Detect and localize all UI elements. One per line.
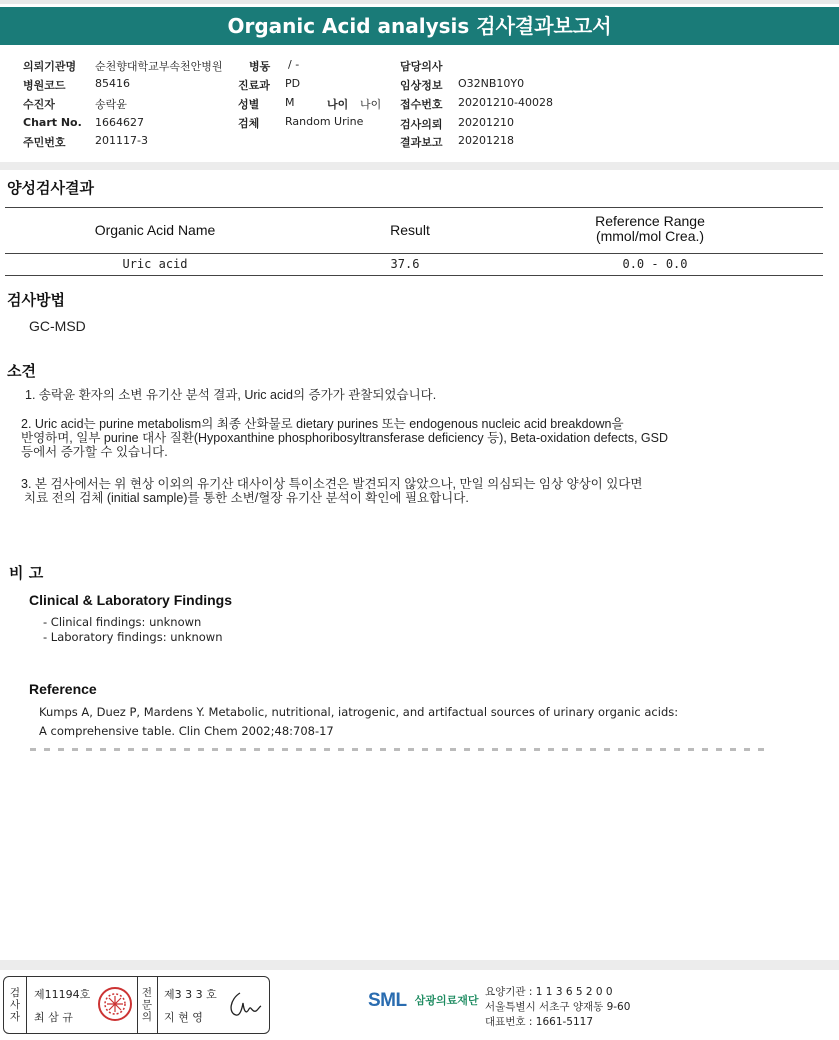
section-heading: 소견 (7, 362, 36, 380)
info-value: 20201210-40028 (458, 96, 553, 109)
company-line: 대표번호 : 1661-5117 (485, 1016, 594, 1028)
info-value: 나이 (360, 98, 382, 111)
col-header-result: Result (390, 222, 430, 238)
finding-line: 3. 본 검사에서는 위 현상 이외의 유기산 대사이상 특이소견은 발견되지 않았으나, 만일 의심되는 임상 양상이 있다면 (21, 477, 643, 491)
examiner-label: 검 사 자 (9, 987, 21, 1023)
info-row: 진료과 (238, 79, 270, 92)
info-value: 송락윤 (95, 98, 127, 111)
col-header-range-title: Reference Range (595, 213, 705, 229)
company-line: 서울특별시 서초구 양재동 9-60 (485, 1001, 631, 1013)
examiner-name: 최 삼 규 (34, 1011, 73, 1024)
seal-stamp-icon (96, 985, 134, 1023)
info-row: 성별 (238, 98, 260, 111)
section-heading: 양성검사결과 (7, 179, 94, 197)
info-row: 병동 (249, 60, 271, 73)
info-row: 병원코드 (23, 79, 66, 92)
info-value: Random Urine (285, 115, 364, 128)
divider (157, 977, 158, 1033)
clinical-title: Clinical & Laboratory Findings (29, 592, 233, 608)
finding-line: 반영하며, 일부 purine 대사 질환(Hypoxanthine phosphoribosyltransferase deficiency 등), Beta-oxidation defects, GSD (21, 431, 668, 445)
footer-divider (0, 960, 839, 970)
info-row: 접수번호 (400, 98, 443, 111)
reference-title: Reference (29, 681, 97, 697)
finding-line: 등에서 증가할 수 있습니다. (21, 445, 168, 459)
clinical-line: - Clinical findings: unknown (43, 615, 202, 629)
table-top-rule (5, 207, 823, 208)
info-row: 나이 (327, 98, 349, 111)
info-value: 201117-3 (95, 134, 148, 147)
reference-line: Kumps A, Duez P, Mardens Y. Metabolic, nutritional, iatrogenic, and artifactual sources of urinary organic acids: (39, 705, 679, 719)
report-title-bar (0, 0, 839, 50)
info-value: / - (288, 58, 300, 71)
finding-line: 2. Uric acid는 purine metabolism의 최종 산화물로 dietary purines 또는 endogenous nucleic acid breakdown을 (21, 417, 624, 431)
info-row: 담당의사 (400, 60, 443, 73)
section-divider (0, 162, 839, 170)
info-value: 1664627 (95, 116, 144, 129)
report-title: Organic Acid analysis 검사결과보고서 (227, 14, 612, 38)
info-row: 결과보고 (400, 136, 443, 149)
table-bottom-rule (5, 275, 823, 276)
company-name: 삼광의료재단 (414, 994, 479, 1007)
info-value: M (285, 96, 295, 109)
clinical-line: - Laboratory findings: unknown (43, 630, 223, 644)
divider (26, 977, 27, 1033)
section-heading: 검사방법 (7, 291, 65, 309)
info-value: 20201210 (458, 116, 514, 129)
specialist-label: 전 문 의 (141, 987, 153, 1023)
info-value: O32NB10Y0 (458, 77, 525, 90)
cell-name: Uric acid (122, 257, 188, 271)
section-heading: 비 고 (9, 564, 44, 582)
faded-text-remnant (30, 748, 770, 751)
sml-logo: SML (368, 990, 407, 1011)
col-header-name: Organic Acid Name (94, 222, 216, 238)
info-value: 순천향대학교부속천안병원 (95, 60, 223, 73)
info-row: 검사의뢰 (400, 118, 443, 131)
info-value: PD (285, 77, 301, 90)
examiner-no: 제11194호 (34, 988, 91, 1001)
finding-line: 1. 송락윤 환자의 소변 유기산 분석 결과, Uric acid의 증가가 관찰되었습니다. (25, 388, 437, 402)
specialist-name: 지 현 영 (164, 1011, 203, 1024)
finding-line: 치료 전의 검체 (initial sample)를 통한 소변/혈장 유기산 분석이 확인에 필요합니다. (24, 491, 469, 505)
table-header-rule (5, 253, 823, 254)
col-header-range-unit: (mmol/mol Crea.) (595, 228, 705, 244)
signature-icon (226, 989, 264, 1019)
reference-line: A comprehensive table. Clin Chem 2002;48:708-17 (39, 724, 334, 738)
info-value: 20201218 (458, 134, 514, 147)
cell-range: 0.0 - 0.0 (622, 257, 688, 271)
company-logo (368, 990, 478, 1012)
info-row: 주민번호 (23, 136, 66, 149)
company-line: 요양기관 : 1 1 3 6 5 2 0 0 (485, 986, 613, 998)
info-row: 수진자 (23, 98, 55, 111)
cell-result: 37.6 (390, 257, 420, 271)
info-row: 의뢰기관명 (23, 60, 77, 73)
info-row: 검체 (238, 117, 260, 130)
divider (137, 977, 138, 1033)
method-value: GC-MSD (29, 318, 86, 334)
info-value: 85416 (95, 77, 130, 90)
col-header-range (560, 214, 740, 244)
specialist-no: 제3 3 3 호 (164, 988, 217, 1001)
info-row: Chart No. (23, 116, 82, 129)
signature-box (3, 976, 270, 1034)
info-row: 임상정보 (400, 79, 443, 92)
